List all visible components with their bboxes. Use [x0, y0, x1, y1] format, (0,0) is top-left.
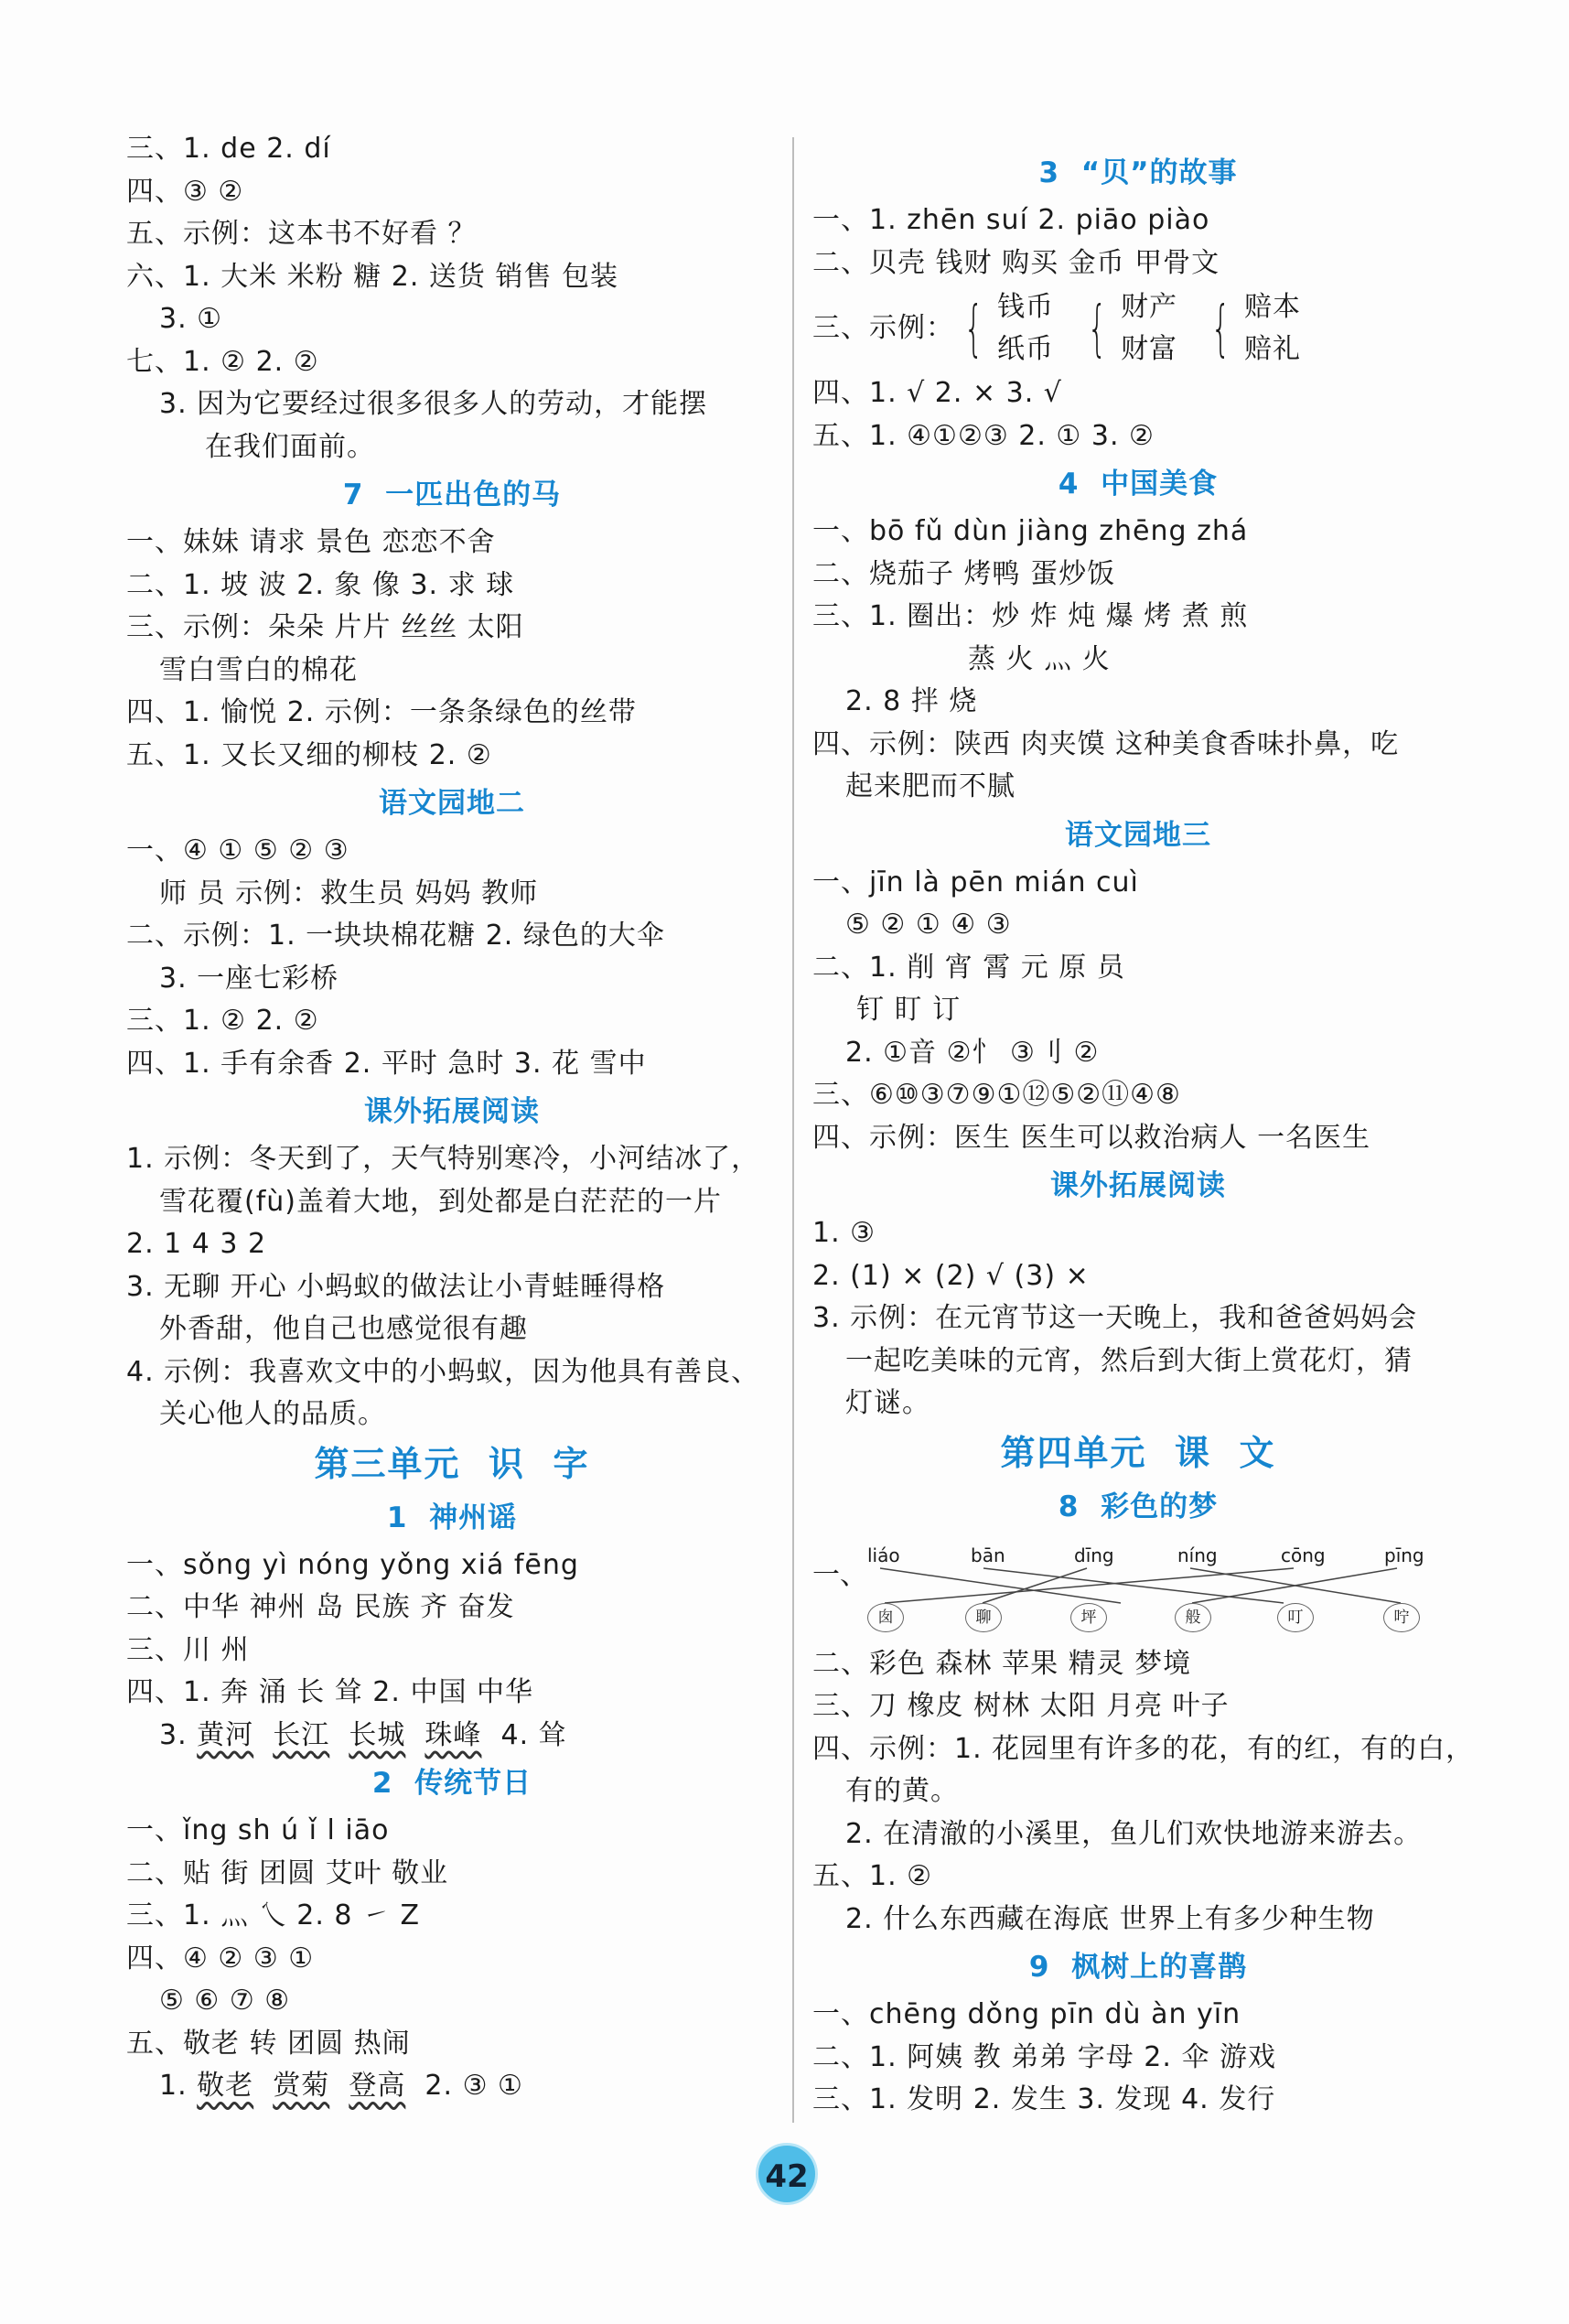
answer-line: 雪花覆(fù)盖着大地，到处都是白茫茫的一片: [159, 1185, 722, 1218]
answer-line: 三、1. 发明 2. 发生 3. 发现 4. 发行: [812, 2083, 1276, 2115]
answer-line: 四、示例：陕西 肉夹馍 这种美食香味扑鼻，吃: [812, 727, 1400, 760]
answer-line: 五、1. ④①②③ 2. ① 3. ②: [812, 419, 1155, 452]
answer-line: 五、1. 又长又细的柳枝 2. ②: [126, 738, 492, 771]
answer-line: 二、1. 削 宵 霄 元 原 员: [812, 951, 1125, 984]
answer-line: 四、1. 愉悦 2. 示例：一条条绿色的丝带: [126, 696, 637, 728]
answer-line: 五、1. ②: [812, 1860, 933, 1892]
answer-line: ⑤ ⑥ ⑦ ⑧: [159, 1985, 291, 2017]
answer-line: 师 员 示例：救生员 妈妈 教师: [159, 877, 539, 909]
answer-line: 四、④ ② ③ ①: [126, 1942, 315, 1974]
section-heading: 课外拓展阅读: [1050, 1169, 1226, 1202]
answer-line: 钉 盯 订: [856, 994, 962, 1026]
answer-line: 一、ǐng sh ú ǐ l iāo: [126, 1814, 390, 1846]
answer-line: 三、示例：朵朵 片片 丝丝 太阳: [126, 611, 524, 643]
brace-item: 财产: [1121, 291, 1177, 323]
brace-item: 财富: [1121, 333, 1177, 365]
char-bubble: 聊: [965, 1603, 1002, 1632]
answer-line: 一、bō fǔ dùn jiàng zhēng zhá: [812, 515, 1249, 547]
pinyin-label: níng: [1177, 1544, 1218, 1566]
page-number-badge: 42: [756, 2143, 818, 2205]
brace-group: [1078, 286, 1177, 371]
char-bubble: 叮: [1277, 1603, 1314, 1632]
section-heading: 3 “贝”的故事: [1038, 156, 1238, 189]
answer-line: 四、1. 奔 涌 长 耸 2. 中国 中华: [126, 1676, 533, 1708]
answer-line: 四、1. √ 2. × 3. √: [812, 377, 1062, 409]
answer-line: 1. ③: [812, 1217, 876, 1249]
section-heading: 语文园地三: [1065, 818, 1211, 852]
unit-heading: 第四单元 课 文: [1000, 1432, 1276, 1473]
answer-line: 二、烧茄子 烤鸭 蛋炒饭: [812, 557, 1116, 590]
wavy-word: 珠峰: [424, 1718, 482, 1751]
answer-line: 2. 什么东西藏在海底 世界上有多少种生物: [845, 1902, 1375, 1935]
answer-text: 一、: [812, 1558, 867, 1591]
answer-line: 1. 示例：冬天到了，天气特别寒冷，小河结冰了，: [126, 1143, 760, 1175]
answer-line: 3. 因为它要经过很多很多人的劳动，才能摆: [159, 388, 708, 420]
answer-line: 2. 8 拌 烧: [845, 685, 978, 717]
answer-line: [126, 1715, 778, 1758]
section-heading: 7 一匹出色的马: [342, 479, 562, 511]
answer-line: 一、妹妹 请求 景色 恋恋不舍: [126, 526, 496, 558]
answer-text: 三、示例：: [812, 312, 954, 344]
answer-line: 三、⑥⑩③⑦⑨①⑫⑤②⑪④⑧: [812, 1079, 1181, 1111]
answer-line: 一、1. zhēn suí 2. piāo piào: [812, 204, 1210, 236]
answer-line: 一、sǒng yì nóng yǒng xiá fēng: [126, 1548, 579, 1581]
answer-line: 起来肥而不腻: [845, 770, 1016, 802]
answer-line: 2. 1 4 3 2: [126, 1228, 267, 1260]
char-bubble: 囱: [867, 1603, 904, 1632]
answer-line: 三、1. ② 2. ②: [126, 1005, 319, 1037]
answer-line: 五、示例：这本书不好看 ？: [126, 218, 477, 250]
answer-line: 四、③ ②: [126, 175, 244, 208]
section-heading: 1 神州谣: [386, 1501, 518, 1534]
wavy-word: 赏菊: [273, 2070, 330, 2102]
answer-line: 3. 示例：在元宵节这一天晚上，我和爸爸妈妈会: [812, 1302, 1418, 1334]
brace-glyph: {: [963, 293, 984, 363]
answer-line: 三、1. 圈出：炒 炸 炖 爆 烤 煮 煎: [812, 600, 1249, 632]
answer-line: 蒸 火 灬 火: [968, 642, 1111, 675]
answer-line: 六、1. 大米 米粉 糖 2. 送货 销售 包装: [126, 260, 618, 293]
section-heading: 8 彩色的梦: [1058, 1490, 1219, 1523]
answer-line: 外香甜，他自己也感觉很有趣: [159, 1313, 528, 1345]
brace-item: 纸币: [997, 333, 1054, 365]
answer-line: 2. (1) × (2) √ (3) ×: [812, 1259, 1090, 1292]
answer-line: 一、jīn là pēn mián cuì: [812, 866, 1139, 898]
answer-text: 1.: [159, 2070, 198, 2102]
answer-line: 二、贴 街 团圆 艾叶 敬业: [126, 1856, 449, 1889]
answer-line: 4. 示例：我喜欢文中的小蚂蚁，因为他具有善良、: [126, 1355, 760, 1388]
brace-group: [1201, 286, 1301, 371]
answer-line: 五、敬老 转 团圆 热闹: [126, 2027, 411, 2060]
matching-exercise: [812, 1533, 1464, 1643]
answer-line: 二、贝壳 钱财 购买 金币 甲骨文: [812, 246, 1220, 279]
right-column: [812, 146, 1475, 2122]
pinyin-label: cōng: [1281, 1544, 1326, 1566]
wavy-word: 黄河: [197, 1718, 254, 1751]
answer-line: ⑤ ② ① ④ ③: [845, 909, 1012, 941]
answer-line: 二、中华 神州 岛 民族 齐 奋发: [126, 1591, 515, 1623]
answer-line: 二、1. 坡 波 2. 象 像 3. 求 球: [126, 568, 515, 601]
answer-text: 2. ③ ①: [424, 2070, 523, 2102]
answer-line: 四、1. 手有余香 2. 平时 急时 3. 花 雪中: [126, 1047, 647, 1080]
char-bubble: 坪: [1070, 1603, 1107, 1632]
answer-line: 二、彩色 森林 苹果 精灵 梦境: [812, 1647, 1192, 1680]
answer-line: 三、川 州: [126, 1633, 250, 1666]
brace-item: 赔礼: [1244, 333, 1301, 365]
answer-line: 四、示例：1. 花园里有许多的花，有的红，有的白，: [812, 1732, 1475, 1765]
section-heading: 语文园地二: [379, 787, 525, 820]
wavy-word: 长江: [273, 1718, 330, 1751]
answer-line: 2. ①音 ②忄 ③刂 ②: [845, 1036, 1100, 1069]
answer-line: [812, 285, 1464, 372]
answer-text: 4. 耸: [500, 1718, 567, 1751]
brace-glyph: {: [1210, 293, 1231, 363]
answer-line: 2. 在清澈的小溪里，鱼儿们欢快地游来游去。: [845, 1817, 1423, 1850]
answer-line: 雪白雪白的棉花: [159, 653, 358, 686]
left-column: [126, 128, 778, 2108]
answer-line: 二、示例：1. 一块块棉花糖 2. 绿色的大伞: [126, 920, 665, 952]
unit-heading: 第三单元 识 字: [314, 1443, 590, 1484]
char-bubble: 咛: [1383, 1603, 1420, 1632]
brace-glyph: {: [1087, 293, 1108, 363]
answer-line: 四、示例：医生 医生可以救治病人 一名医生: [812, 1121, 1371, 1154]
answer-line: 三、1. 灬 乀 2. 8 ㇀ Z: [126, 1899, 421, 1931]
pinyin-label: pīng: [1384, 1544, 1424, 1566]
answer-line: 一、chēng dǒng pīn dù àn yīn: [812, 1998, 1241, 2030]
section-heading: 课外拓展阅读: [364, 1095, 540, 1128]
answer-line: 3. 无聊 开心 小蚂蚁的做法让小青蛙睡得格: [126, 1270, 666, 1303]
answer-line: 三、1. de 2. dí: [126, 133, 331, 165]
answer-line: 灯谜。: [845, 1387, 930, 1419]
section-heading: 4 中国美食: [1058, 468, 1219, 500]
answer-line: 3. 一座七彩桥: [159, 962, 339, 995]
wavy-word: 登高: [349, 2070, 406, 2102]
answer-line: 一、④ ① ⑤ ② ③: [126, 834, 349, 866]
answer-line: 三、刀 橡皮 树林 太阳 月亮 叶子: [812, 1690, 1230, 1722]
wavy-word: 长城: [349, 1718, 406, 1751]
answer-text: 3.: [159, 1718, 198, 1751]
answer-line: [126, 2065, 778, 2108]
brace-item: 钱币: [997, 291, 1054, 323]
brace-item: 赔本: [1244, 291, 1301, 323]
answer-line: 3. ①: [159, 303, 223, 335]
pinyin-label: dīng: [1074, 1544, 1114, 1566]
section-heading: 9 枫树上的喜鹊: [1028, 1951, 1248, 1984]
char-bubble: 般: [1175, 1603, 1211, 1632]
answer-line: 关心他人的品质。: [159, 1398, 386, 1430]
answer-line: 在我们面前。: [205, 430, 375, 463]
answer-line: 一起吃美味的元宵，然后到大街上赏花灯，猜: [845, 1344, 1413, 1377]
answer-line: 七、1. ② 2. ②: [126, 345, 319, 378]
wavy-word: 敬老: [197, 2070, 254, 2102]
brace-group: [954, 286, 1054, 371]
column-divider: [792, 137, 794, 2123]
pinyin-label: bān: [971, 1544, 1005, 1566]
matching-lines: [812, 1533, 1464, 1643]
answer-line: 二、1. 阿姨 教 弟弟 字母 2. 伞 游戏: [812, 2040, 1276, 2073]
section-heading: 2 传统节日: [371, 1767, 532, 1800]
pinyin-label: liáo: [867, 1544, 900, 1566]
answer-line: 有的黄。: [845, 1775, 959, 1807]
